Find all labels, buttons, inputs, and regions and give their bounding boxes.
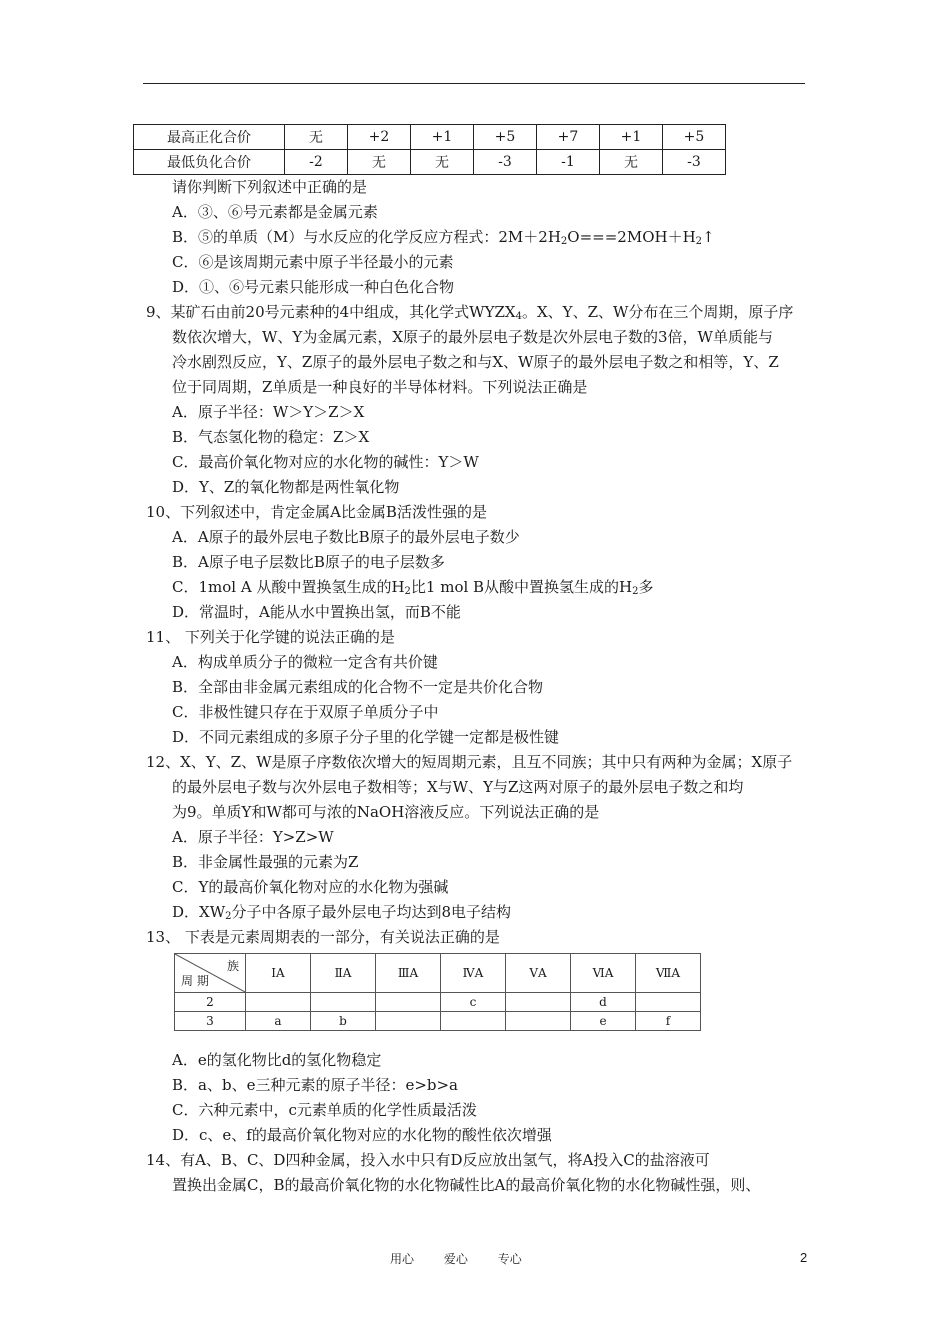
- valence-table: [133, 124, 726, 175]
- table-cell: [376, 1012, 441, 1031]
- table-header-row: [175, 954, 701, 993]
- table-cell: c: [441, 993, 506, 1012]
- q13-option-c: C．六种元素中，c元素单质的化学性质最活泼: [172, 1101, 477, 1119]
- table-cell: +1: [600, 125, 663, 150]
- q10-option-c: C．1mol A 从酸中置换氢生成的$H_2$比1 mol B从酸中置换氢生成的$H_2$多: [172, 578, 654, 597]
- q11-option-a: A．构成单质分子的微粒一定含有共价键: [172, 653, 438, 671]
- table-cell: -3: [663, 150, 726, 175]
- table-cell: 无: [411, 150, 474, 175]
- q9-stem-line2: 数依次增大，W、Y为金属元素，X原子的最外层电子数是次外层电子数的3倍，W单质能与: [172, 328, 773, 346]
- q10-option-a: A．A原子的最外层电子数比B原子的最外层电子数少: [172, 528, 520, 546]
- page-number: 2: [800, 1250, 808, 1265]
- q8-option-c: C．⑥是该周期元素中原子半径最小的元素: [172, 253, 454, 271]
- q8-option-a: A．③、⑥号元素都是金属元素: [172, 203, 378, 221]
- table-cell: [636, 993, 701, 1012]
- q10-option-d: D．常温时，A能从水中置换出氢，而B不能: [172, 603, 461, 621]
- table-cell: a: [246, 1012, 311, 1031]
- q11-stem: 11、 下列关于化学键的说法正确的是: [146, 628, 395, 646]
- q13-stem: 13、 下表是元素周期表的一部分，有关说法正确的是: [146, 928, 500, 946]
- table-cell: b: [311, 1012, 376, 1031]
- row-label: 最高正化合价: [134, 125, 285, 150]
- table-row: [175, 1012, 701, 1031]
- table-cell: [311, 993, 376, 1012]
- q12-option-c: C．Y的最高价氧化物对应的水化物为强碱: [172, 878, 449, 896]
- page-footer: [390, 1250, 548, 1267]
- q11-option-d: D．不同元素组成的多原子分子里的化学键一定都是极性键: [172, 728, 560, 746]
- q9-option-a: A．原子半径：W＞Y＞Z＞X: [172, 403, 365, 421]
- table-cell: -1: [537, 150, 600, 175]
- table-cell: d: [571, 993, 636, 1012]
- q13-option-d: D．c、e、f的最高价氧化物对应的水化物的酸性依次增强: [172, 1126, 552, 1144]
- table-cell: +1: [411, 125, 474, 150]
- q12-stem-line1: 12、X、Y、Z、W是原子序数依次增大的短周期元素，且互不同族；其中只有两种为金属；X原子: [146, 753, 793, 771]
- group-header: ⅣA: [441, 954, 506, 993]
- q13-option-a: A．e的氢化物比d的氢化物稳定: [172, 1051, 382, 1069]
- q14-stem-line1: 14、有A、B、C、D四种金属，投入水中只有D反应放出氢气，将A投入C的盐溶液可: [146, 1151, 710, 1169]
- group-header: ⅠA: [246, 954, 311, 993]
- q9-option-b: B．气态氢化物的稳定：Z＞X: [172, 428, 370, 446]
- corner-cell: [175, 954, 246, 993]
- period-label: 周 期: [181, 974, 209, 988]
- table-row: [175, 993, 701, 1012]
- table-cell: e: [571, 1012, 636, 1031]
- q13-option-b: B．a、b、e三种元素的原子半径：e>b>a: [172, 1076, 459, 1094]
- table-cell: f: [636, 1012, 701, 1031]
- table-cell: +5: [474, 125, 537, 150]
- group-label: 族: [226, 959, 239, 973]
- q12-option-b: B．非金属性最强的元素为Z: [172, 853, 359, 871]
- row-label: 最低负化合价: [134, 150, 285, 175]
- q9-stem-line3: 冷水剧烈反应，Y、Z原子的最外层电子数之和与X、W原子的最外层电子数之和相等，Y、Z: [172, 353, 779, 371]
- table-cell: +7: [537, 125, 600, 150]
- footer-word: 用心: [390, 1252, 415, 1266]
- table-cell: [506, 1012, 571, 1031]
- q9-option-c: C．最高价氧化物对应的水化物的碱性：Y＞W: [172, 453, 479, 471]
- q8-stem: 请你判断下列叙述中正确的是: [172, 178, 368, 196]
- table-row: [134, 150, 726, 175]
- header-rule: [143, 83, 805, 84]
- q14-stem-line2: 置换出金属C，B的最高价氧化物的水化物碱性比A的最高价氧化物的水化物碱性强，则、: [172, 1176, 761, 1194]
- group-header: ⅢA: [376, 954, 441, 993]
- q12-option-d: D．$XW_2$分子中各原子最外层电子均达到8电子结构: [172, 903, 512, 922]
- table-cell: [246, 993, 311, 1012]
- q12-option-a: A．原子半径：Y>Z>W: [172, 828, 334, 846]
- period-cell: 2: [175, 993, 246, 1012]
- q10-option-b: B．A原子电子层数比B原子的电子层数多: [172, 553, 445, 571]
- table-cell: [441, 1012, 506, 1031]
- q12-stem-line2: 的最外层电子数与次外层电子数相等；X与W、Y与Z这两对原子的最外层电子数之和均: [172, 778, 744, 796]
- q11-option-b: B．全部由非金属元素组成的化合物不一定是共价化合物: [172, 678, 544, 696]
- group-header: ⅥA: [571, 954, 636, 993]
- table-cell: 无: [348, 150, 411, 175]
- group-header: ⅡA: [311, 954, 376, 993]
- table-cell: 无: [600, 150, 663, 175]
- q9-option-d: D．Y、Z的氧化物都是两性氧化物: [172, 478, 400, 496]
- periodic-table-fragment: [174, 953, 701, 1031]
- q8-option-b: B．⑤的单质（M）与水反应的化学反应方程式：$2M+2H_2O===2MOH+H_2↑$: [172, 228, 715, 247]
- table-row: [134, 125, 726, 150]
- q9-stem-line1: 9、某矿石由前20号元素种的4中组成，其化学式$WYZX_4$。X、Y、Z、W分布在三个周期，原子序: [146, 303, 794, 322]
- q12-stem-line3: 为9。单质Y和W都可与浓的NaOH溶液反应。下列说法正确的是: [172, 803, 600, 821]
- table-cell: -2: [285, 150, 348, 175]
- table-cell: +2: [348, 125, 411, 150]
- q9-stem-line4: 位于同周期，Z单质是一种良好的半导体材料。下列说法正确是: [172, 378, 588, 396]
- q11-option-c: C．非极性键只存在于双原子单质分子中: [172, 703, 439, 721]
- group-header: ⅤA: [506, 954, 571, 993]
- q10-stem: 10、下列叙述中，肯定金属A比金属B活泼性强的是: [146, 503, 487, 521]
- table-cell: 无: [285, 125, 348, 150]
- footer-word: 专心: [497, 1252, 522, 1266]
- period-cell: 3: [175, 1012, 246, 1031]
- table-cell: -3: [474, 150, 537, 175]
- table-cell: +5: [663, 125, 726, 150]
- table-cell: [506, 993, 571, 1012]
- group-header: ⅦA: [636, 954, 701, 993]
- footer-word: 爱心: [443, 1252, 468, 1266]
- table-cell: [376, 993, 441, 1012]
- q8-option-d: D．①、⑥号元素只能形成一种白色化合物: [172, 278, 455, 296]
